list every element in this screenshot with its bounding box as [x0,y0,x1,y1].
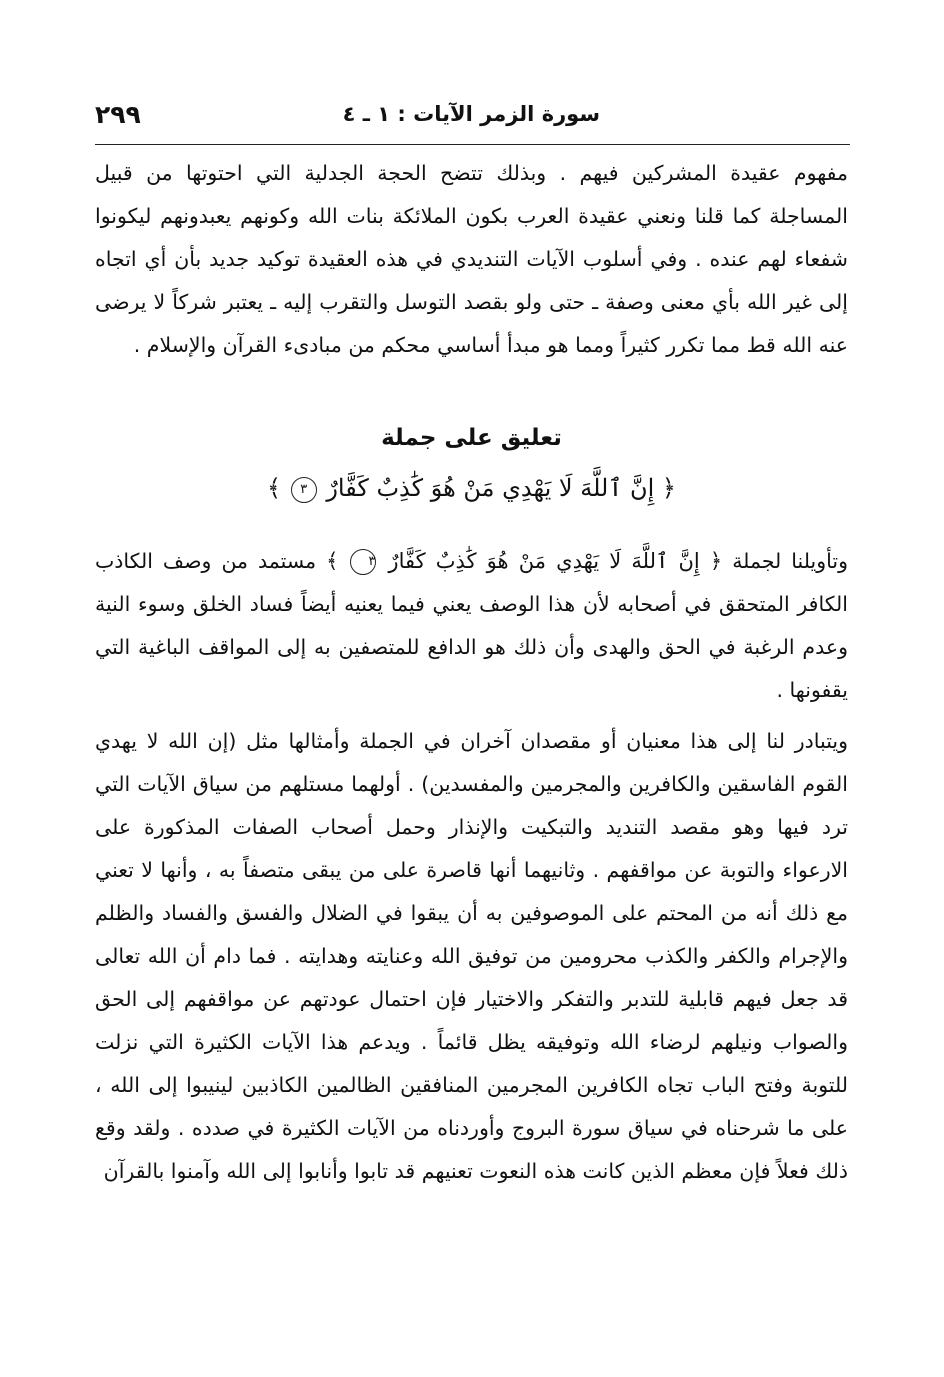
header-title: سورة الزمر الآيات : ١ ـ ٤ [342,102,600,126]
section-title: تعليق على جملة [381,425,562,451]
paragraph-1: مفهوم عقيدة المشركين فيهم . وبذلك تتضح الحجة الجدلية التي احتوتها من قبيل المساجلة كما قلنا ونعني عقيدة العرب بكون الملائكة بنات الله وكونهم يعبدونهم ليكونوا شفعاء لهم عنده . وفي أسلوب الآيات التنديدي في هذه العقيدة توكيد جديد بأن أي اتجاه إلى غير الله بأي معنى وصفة ـ حتى ولو بقصد التوسل والتقرب إليه ـ يعتبر شركاً لا يرضى عنه الله قط مما تكرر كثيراً ومما هو مبدأ أساسي محكم من مبادىء القرآن والإسلام . [95,161,848,357]
paragraph-2 [95,540,848,712]
header-rule [95,144,850,145]
inline-verse-close-bracket: ﴾ [326,549,339,573]
paragraph-3: ويتبادر لنا إلى هذا معنيان أو مقصدان آخران في الجملة وأمثالها مثل (إن الله لا يهدي القوم الفاسقين والكافرين والمجرمين والمفسدين) . أولهما مستلهم من سياق الآيات التي ترد فيها وهو مقصد التنديد والتبكيت والإنذار وحمل أصحاب الصفات المذكورة على الارعواء والتوبة عن مواقفهم . وثانيهما أنها قاصرة على من يبقى متصفاً به ، وأنها لا تعني مع ذلك أنه من المحتم على الموصوفين به أن يبقوا في الضلال والفسق والفساد والظلم والإجرام والكفر والكذب محرومين من توفيق الله وعنايته وهدايته . فما دام أن الله تعالى قد جعل فيهم قابلية للتدبر والتفكر والاختيار فإن احتمال عودتهم عن مواقفهم إلى الحق والصواب ونيلهم لرضاء الله وتوفيقه يظل قائماً . ويدعم هذا الآيات الكثيرة التي نزلت للتوبة وفتح الباب تجاه الكافرين المجرمين المنافقين الظالمين الكاذبين لينيبوا إلى الله ، على ما شرحناه في سياق سورة البروج وأوردناه من الآيات الكثيرة في صدده . ولقد وقع ذلك فعلاً فإن معظم الذين كانت هذه النعوت تعنيهم قد تابوا وأنابوا إلى الله وآمنوا بالقرآن [95,729,848,1183]
verse-text: ﴿ إِنَّ ٱللَّهَ لَا يَهْدِي مَنْ هُوَ كَٰذِبٌ كَفَّارٌ [326,474,676,502]
running-header [95,96,850,140]
page-number: ٢٩٩ [95,100,141,129]
paragraph-2-rest: مستمد من وصف الكاذب الكافر المتحقق في أصحابه لأن هذا الوصف يعني فيما يعنيه أيضاً فساد الخلق وسوء النية وعدم الرغبة في الحق والهدى وأن ذلك هو الدافع للمتصفين به إلى المواقف الباغية التي يقفونها . [95,549,848,702]
section-verse [95,474,848,503]
verse-close-bracket: ﴾ [267,474,282,502]
inline-ayah-number-marker: ٣ [350,549,376,575]
paragraph-2-lead: وتأويلنا لجملة [732,549,848,573]
inline-verse: ﴿ إِنَّ ٱللَّهَ لَا يَهْدِي مَنْ هُوَ كَٰذِبٌ كَفَّارٌ [388,549,723,573]
ayah-number-marker: ٣ [291,477,317,503]
